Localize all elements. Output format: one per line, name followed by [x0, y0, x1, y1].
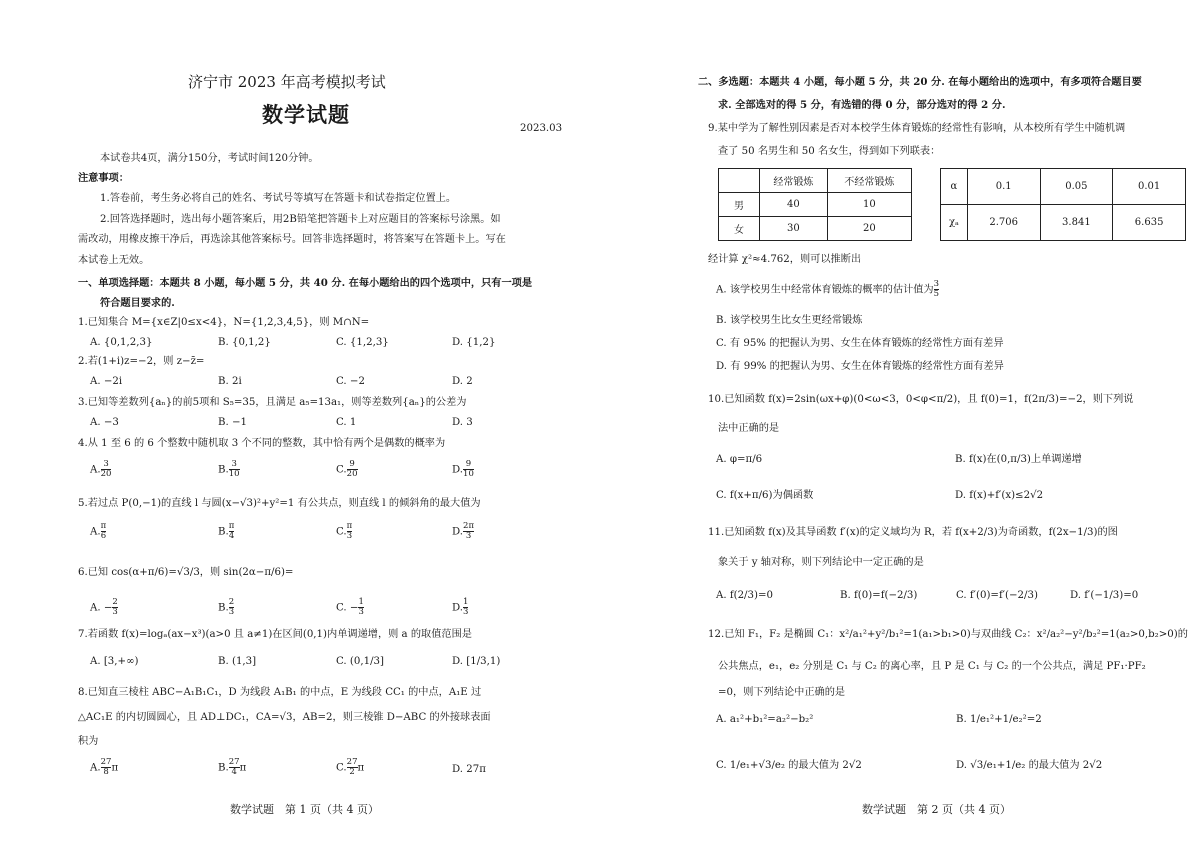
q2-option-d: D. 2 [452, 376, 473, 387]
table-cell: 3.841 [1040, 205, 1113, 241]
question-11: 11.已知函数 f(x)及其导函数 f′(x)的定义域均为 R，若 f(x+2/3)为奇函数，f(2x−1/3)的图 [708, 527, 1118, 538]
question-9: 9.某中学为了解性别因素是否对本校学生体育锻炼的经常性有影响，从本校所有学生中随机调 [708, 123, 1126, 134]
q2-option-b: B. 2i [218, 376, 242, 387]
q12-option-d: D. √3/e₁+1/e₂ 的最大值为 2√2 [956, 760, 1103, 771]
exam-date: 2023.03 [520, 123, 563, 134]
notice-item-2-end: 本试卷上无效。 [78, 255, 150, 266]
q7-option-a: A. [3,+∞) [90, 656, 139, 667]
table-cell: 0.05 [1040, 169, 1113, 205]
page-2-footer: 数学试题 第 2 页（共 4 页） [862, 803, 1011, 816]
notice-item-1: 1.答卷前，考生务必将自己的姓名、考试号等填写在答题卡和试卷指定位置上。 [100, 193, 457, 204]
table-cell: 不经常锻炼 [827, 169, 911, 193]
question-8-end: 积为 [78, 736, 99, 747]
section-1-heading: 一、单项选择题：本题共 8 小题，每小题 5 分，共 40 分. 在每小题给出的四个选项中，只有一项是 [78, 277, 533, 289]
q4-option-c: C. $\frac{9}{20}$ [336, 459, 358, 479]
q9-option-d: D. 有 99% 的把握认为男、女生在体育锻炼的经常性方面有差异 [716, 361, 1004, 372]
table-cell: 2.706 [967, 205, 1040, 241]
question-8-cont: △AC₁E 的内切圆圆心，且 AD⊥DC₁，CA=√3，AB=2，则三棱锥 D−ABC 的外接球表面 [78, 712, 491, 723]
table-cell: 0.1 [967, 169, 1040, 205]
q12-option-a: A. a₁²+b₁²=a₂²−b₂² [716, 714, 814, 725]
question-3: 3.已知等差数列{aₙ}的前5项和 S₅=35，且满足 a₅=13a₁，则等差数列{aₙ}的公差为 [78, 397, 467, 408]
question-8: 8.已知直三棱柱 ABC−A₁B₁C₁，D 为线段 A₁B₁ 的中点，E 为线段 CC₁ 的中点，A₁E 过 [78, 687, 482, 698]
table-cell: 40 [760, 193, 828, 217]
question-10: 10.已知函数 f(x)=2sin(ωx+φ)(0<ω<3，0<φ<π/2)，且 f(0)=1，f(2π/3)=−2，则下列说 [708, 394, 1134, 405]
q3-option-c: C. 1 [336, 417, 357, 428]
subject-title: 数学试题 [262, 102, 350, 127]
table-header-row [719, 169, 912, 193]
exam-title: 济宁市 2023 年高考模拟考试 [188, 73, 386, 91]
question-11-cont: 象关于 y 轴对称，则下列结论中一定正确的是 [718, 557, 924, 568]
q3-option-b: B. −1 [218, 417, 247, 428]
question-12-cont: 公共焦点，e₁，e₂ 分别是 C₁ 与 C₂ 的离心率，且 P 是 C₁ 与 C₂ 的一个公共点，满足 PF₁·PF₂ [718, 661, 1146, 672]
table-cell [719, 169, 760, 193]
question-2: 2.若(1+i)z=−2，则 z−z̄= [78, 356, 205, 367]
q5-option-a: A. $\frac{\pi}{6}$ [90, 521, 107, 541]
q9-option-a: A. 该学校男生中经常体育锻炼的概率的估计值为 $\frac{3}{5}$ [716, 279, 940, 299]
table-cell: 女 [719, 217, 760, 241]
section-1-heading-cont: 符合题目要求的. [100, 297, 175, 309]
q2-option-a: A. −2i [90, 376, 123, 387]
q4-option-d: D. $\frac{9}{10}$ [452, 459, 474, 479]
critical-value-table [940, 168, 1186, 241]
table-cell: 0.01 [1113, 169, 1186, 205]
q5-option-c: C. $\frac{\pi}{3}$ [336, 521, 353, 541]
question-9-cont: 查了 50 名男生和 50 名女生，得到如下列联表： [718, 146, 941, 157]
table-cell: 30 [760, 217, 828, 241]
q6-option-c: C. − $\frac{1}{3}$ [336, 597, 364, 617]
section-2-heading: 二、多选题：本题共 4 小题，每小题 5 分，共 20 分. 在每小题给出的选项中，有多项符合题目要 [698, 76, 1142, 88]
q1-option-a: A. {0,1,2,3} [90, 337, 153, 348]
q8-option-c: C. $\frac{27}{2}$ π [336, 757, 365, 777]
question-12-end: =0，则下列结论中正确的是 [718, 687, 846, 698]
table-row [719, 217, 912, 241]
q8-option-b: B. $\frac{27}{4}$ π [218, 757, 247, 777]
notice-heading: 注意事项： [78, 172, 129, 184]
q3-option-a: A. −3 [90, 417, 119, 428]
question-1: 1.已知集合 M={x∈Z|0≤x<4}，N={1,2,3,4,5}，则 M∩N= [78, 317, 370, 328]
page-1-footer: 数学试题 第 1 页（共 4 页） [230, 803, 379, 816]
q9-option-c: C. 有 95% 的把握认为男、女生在体育锻炼的经常性方面有差异 [716, 338, 1004, 349]
question-12: 12.已知 F₁，F₂ 是椭圆 C₁：x²/a₁²+y²/b₁²=1(a₁>b₁>0)与双曲线 C₂：x²/a₂²−y²/b₂²=1(a₂>0,b₂>0)的 [708, 629, 1188, 640]
q12-option-c: C. 1/e₁+√3/e₂ 的最大值为 2√2 [716, 760, 862, 771]
question-7: 7.若函数 f(x)=logₐ(ax−x³)(a>0 且 a≠1)在区间(0,1)内单调递增，则 a 的取值范围是 [78, 629, 472, 640]
notice-item-2: 2.回答选择题时，选出每小题答案后，用2B铅笔把答题卡上对应题目的答案标号涂黑。如 [100, 214, 501, 225]
table-cell: 男 [719, 193, 760, 217]
notice-item-2-cont: 需改动，用橡皮擦干净后，再选涂其他答案标号。回答非选择题时，将答案写在答题卡上。写在 [78, 234, 506, 245]
table-cell: χₐ [941, 205, 968, 241]
table-row [941, 205, 1186, 241]
q7-option-d: D. [1/3,1) [452, 656, 501, 667]
table-cell: α [941, 169, 968, 205]
q4-option-a: A. $\frac{3}{20}$ [90, 459, 112, 479]
q1-option-c: C. {1,2,3} [336, 337, 389, 348]
q1-option-b: B. {0,1,2} [218, 337, 271, 348]
contingency-table [718, 168, 912, 241]
q7-option-b: B. (1,3] [218, 656, 257, 667]
question-5: 5.若过点 P(0,−1)的直线 l 与圆(x−√3)²+y²=1 有公共点，则直线 l 的倾斜角的最大值为 [78, 498, 481, 509]
q4-option-b: B. $\frac{3}{10}$ [218, 459, 240, 479]
table-cell: 经常锻炼 [760, 169, 828, 193]
q8-option-d: D. 27π [452, 764, 486, 775]
q11-option-c: C. f′(0)=f′(−2/3) [956, 590, 1038, 601]
section-2-heading-cont: 求. 全部选对的得 5 分，有选错的得 0 分，部分选对的得 2 分. [718, 99, 1006, 111]
table-cell: 6.635 [1113, 205, 1186, 241]
question-9-stat: 经计算 χ²≈4.762，则可以推断出 [708, 254, 862, 265]
q10-option-c: C. f(x+π/6)为偶函数 [716, 490, 814, 501]
table-cell: 10 [827, 193, 911, 217]
q5-option-b: B. $\frac{\pi}{4}$ [218, 521, 235, 541]
q11-option-a: A. f(2/3)=0 [716, 590, 773, 601]
exam-page-2 [600, 0, 1200, 848]
q7-option-c: C. (0,1/3] [336, 656, 384, 667]
q3-option-d: D. 3 [452, 417, 473, 428]
table-row [719, 193, 912, 217]
question-10-cont: 法中正确的是 [718, 423, 780, 434]
q6-option-b: B. $\frac{2}{3}$ [218, 597, 235, 617]
q10-option-d: D. f(x)+f′(x)≤2√2 [955, 490, 1044, 501]
q2-option-c: C. −2 [336, 376, 365, 387]
question-4: 4.从 1 至 6 的 6 个整数中随机取 3 个不同的整数，其中恰有两个是偶数的概率为 [78, 438, 446, 449]
q10-option-a: A. φ=π/6 [716, 454, 763, 465]
q12-option-b: B. 1/e₁²+1/e₂²=2 [956, 714, 1042, 725]
intro-text: 本试卷共4页，满分150分，考试时间120分钟。 [100, 153, 319, 164]
q11-option-d: D. f′(−1/3)=0 [1070, 590, 1139, 601]
q10-option-b: B. f(x)在(0,π/3)上单调递增 [955, 454, 1082, 465]
q6-option-d: D. $\frac{1}{3}$ [452, 597, 469, 617]
table-cell: 20 [827, 217, 911, 241]
q5-option-d: D. $\frac{2\pi}{3}$ [452, 521, 475, 541]
q6-option-a: A. − $\frac{2}{3}$ [90, 597, 118, 617]
q9-option-b: B. 该学校男生比女生更经常锻炼 [716, 315, 863, 326]
q1-option-d: D. {1,2} [452, 337, 496, 348]
q8-option-a: A. $\frac{27}{8}$ π [90, 757, 119, 777]
q11-option-b: B. f(0)=f(−2/3) [840, 590, 918, 601]
question-6: 6.已知 cos(α+π/6)=√3/3，则 sin(2α−π/6)= [78, 567, 294, 578]
table-row [941, 169, 1186, 205]
